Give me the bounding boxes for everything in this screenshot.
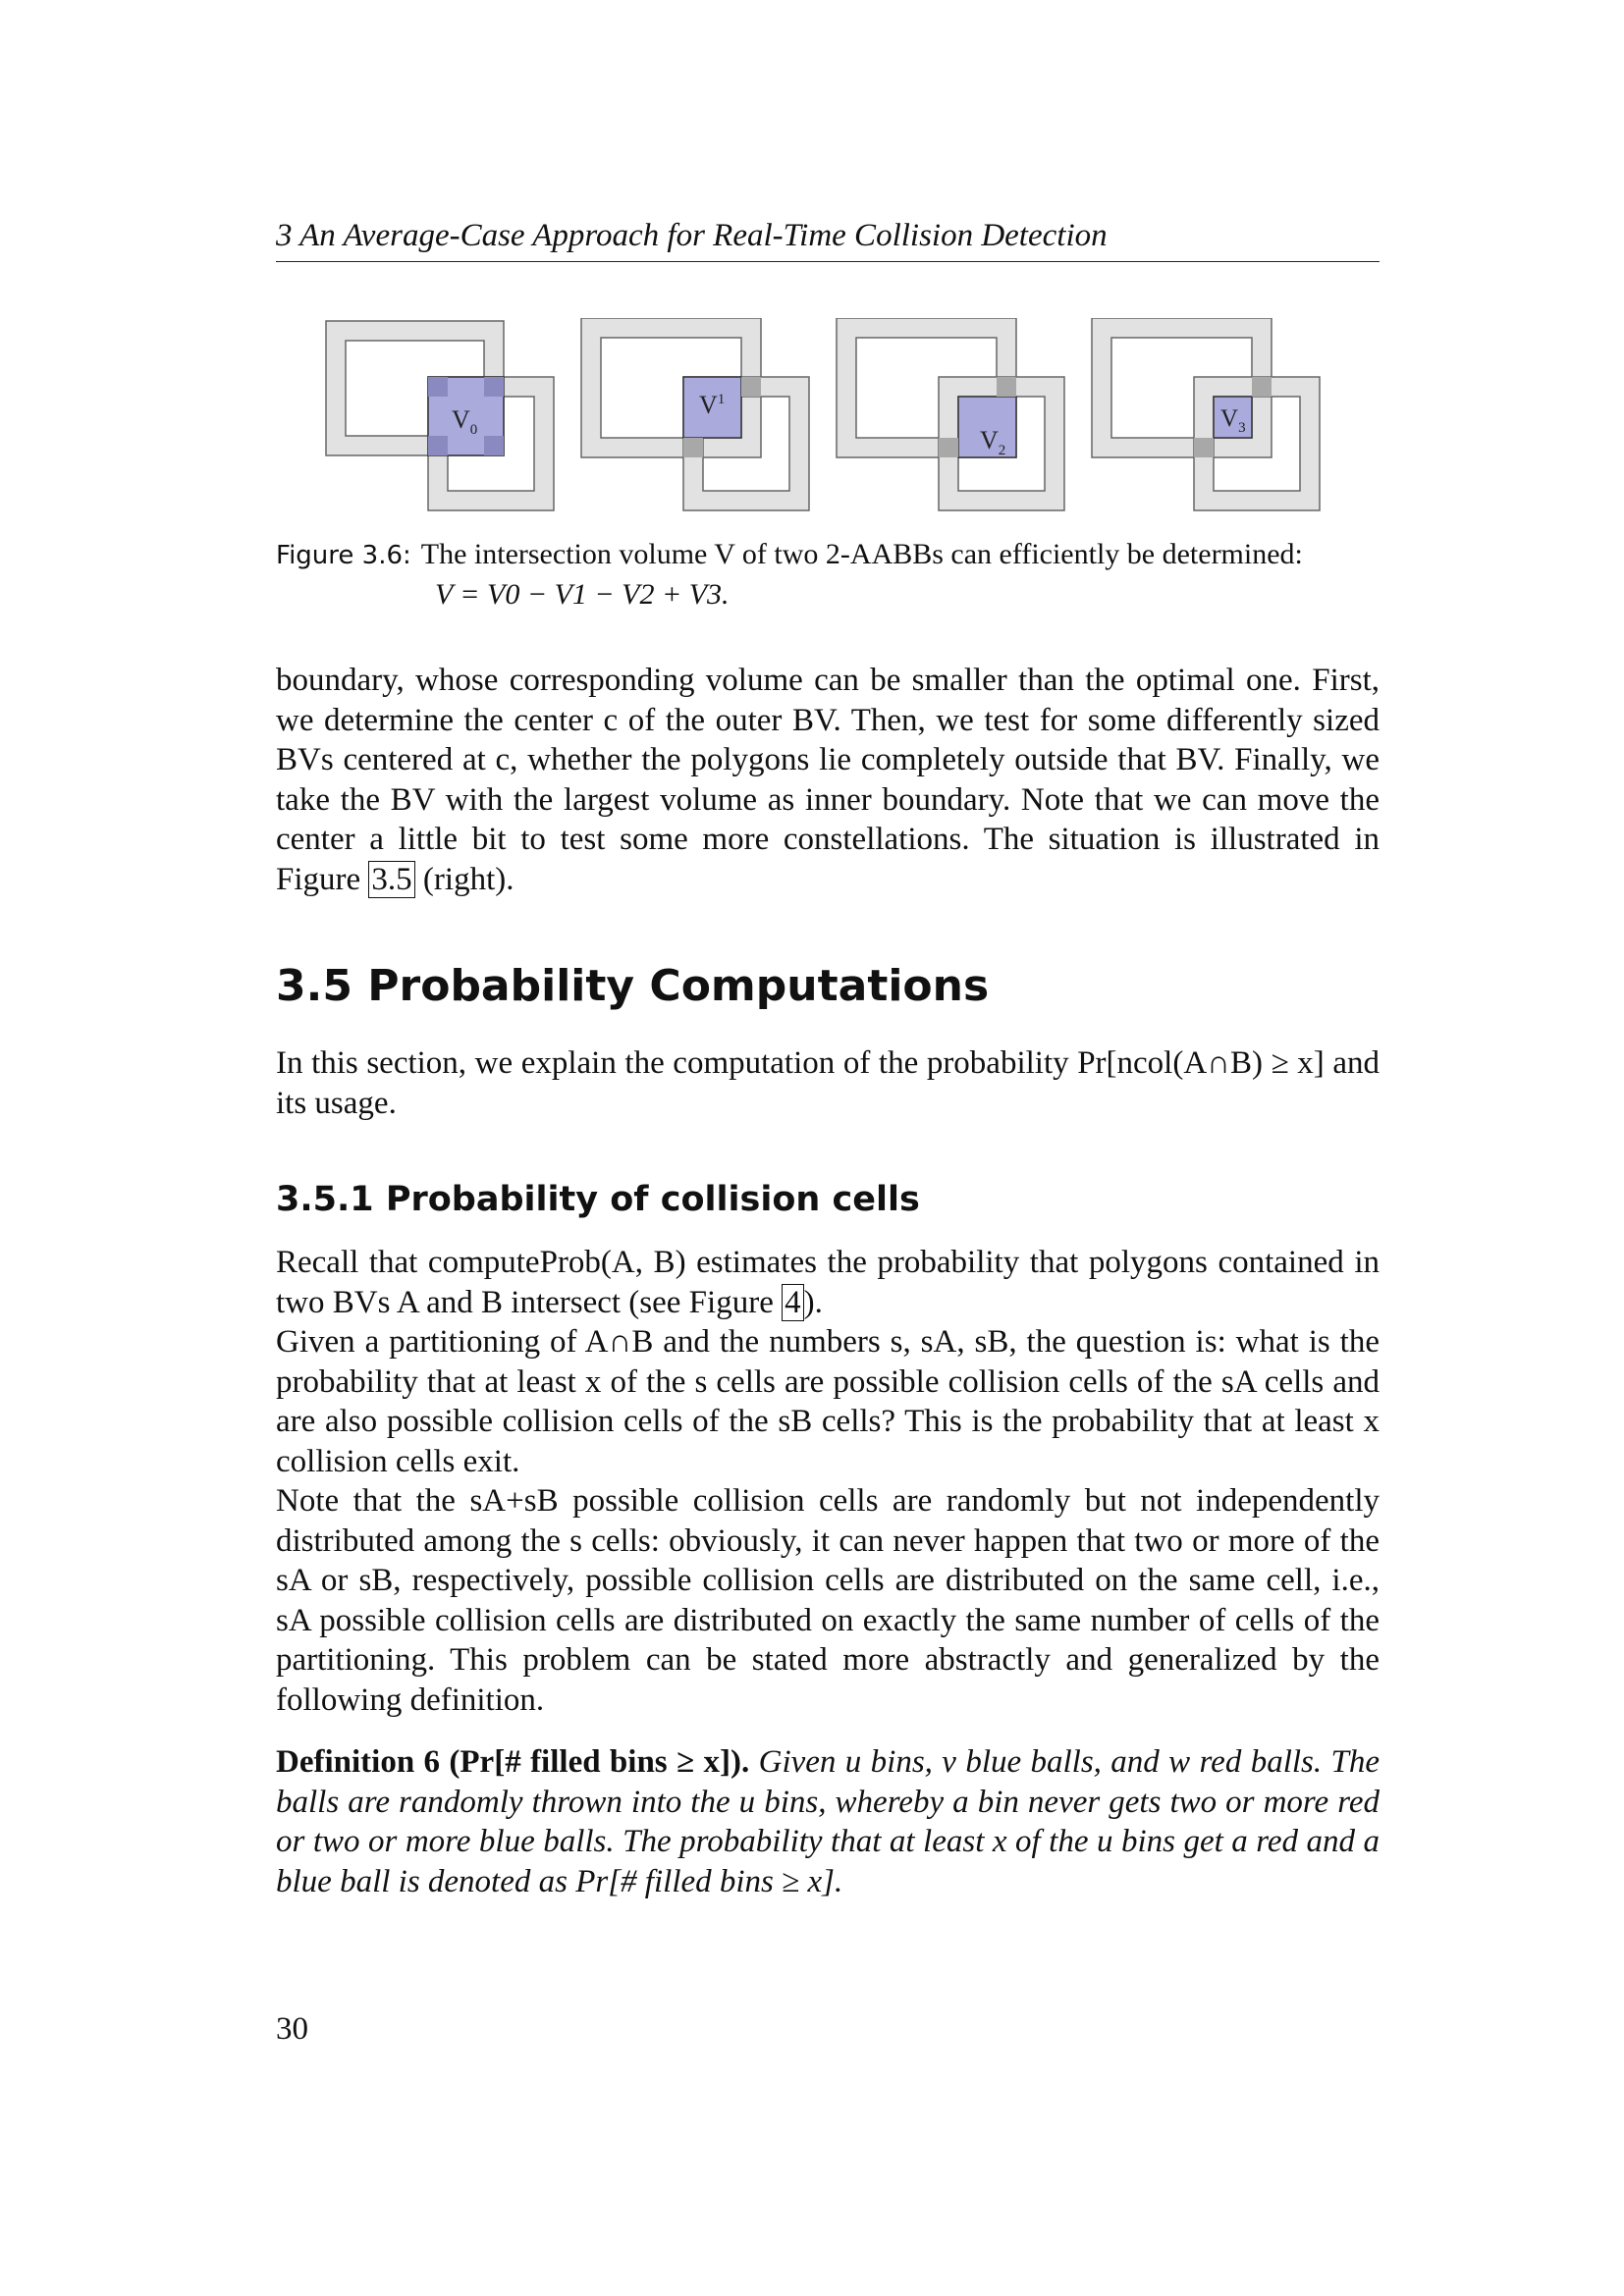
aabb-intersection-figure — [322, 318, 1324, 514]
figure-ref-4-link[interactable]: 4 — [782, 1284, 804, 1321]
panel-label-v2: $V_2$ — [980, 426, 1006, 458]
intro-text: boundary, whose corresponding volume can be smaller than the optimal one. First, we determine the center c of the outer BV. Then, we test for some differently sized BVs centered at c, whether the polygons lie completely outside that BV. Finally, we take the BV with the largest volume as inner boundary. Note that we can move the center a little bit to test some more constellations. The situation is illustrated in Figure — [276, 663, 1380, 897]
caption-line-1 — [276, 535, 1380, 575]
running-head: 3 An Average-Case Approach for Real-Time Collision Detection — [276, 214, 1380, 262]
panel-label-v0: $V_0$ — [452, 405, 478, 438]
page-number: 30 — [276, 2011, 308, 2047]
figure-panel-v2 — [837, 318, 1064, 510]
subsection-heading: 3.5.1 Probability of collision cells — [276, 1180, 920, 1219]
panel-label-v1: $V^1$ — [699, 391, 726, 419]
definition-6 — [276, 1742, 1380, 1901]
figure-panel-v1 — [581, 318, 809, 510]
figure-caption — [276, 535, 1380, 614]
figure-panel-v0 — [326, 321, 554, 510]
definition-body: Given u bins, v blue balls, and w red balls. The balls are randomly thrown into the u bins, whereby a bin never gets two or more red or two or more blue balls. The probability that at least x of the u bins get a red and a blue ball is denoted as Pr[# filled bins ≥ x]. — [276, 1744, 1380, 1899]
figure-ref-3-5-link[interactable]: 3.5 — [368, 861, 414, 898]
definition-head: Definition 6 (Pr[# filled bins ≥ x]). — [276, 1744, 750, 1780]
section-heading: 3.5 Probability Computations — [276, 961, 990, 1011]
p1-text: Recall that computeProb(A, B) estimates the probability that polygons contained in two BVs A and B intersect (see Figure — [276, 1245, 1380, 1320]
p1-tail: ). — [803, 1284, 823, 1320]
caption-label: Figure 3.6: — [276, 541, 411, 570]
figure-panel-v3 — [1092, 318, 1320, 510]
subsection-body — [276, 1243, 1380, 1720]
caption-text: The intersection volume V of two 2-AABBs can efficiently be determined: — [420, 538, 1303, 570]
subsection-paragraph-1 — [276, 1243, 1380, 1322]
caption-equation: V = V0 − V1 − V2 + V3. — [435, 578, 730, 611]
subsection-paragraph-2: Given a partitioning of A∩B and the numbers s, sA, sB, the question is: what is the probability that at least x of the s cells are possible collision cells of the sA cells and are also possible collision cells of the sB cells? This is the probability that at least x collision cells exit. — [276, 1324, 1380, 1479]
subsection-paragraph-3: Note that the sA+sB possible collision cells are randomly but not independently distributed among the s cells: obviously, it can never happen that two or more of the sA or sB, respectively, possible collision cells are distributed on the same cell, i.e., sA possible collision cells are distributed on exactly the same number of cells of the partitioning. This problem can be stated more abstractly and generalized by the following definition. — [276, 1483, 1380, 1718]
section-intro-text: In this section, we explain the computation of the probability Pr[ncol(A∩B) ≥ x] and its usage. — [276, 1045, 1380, 1121]
panel-label-v3: $V_3$ — [1220, 405, 1246, 436]
intro-paragraph — [276, 661, 1380, 899]
section-intro — [276, 1043, 1380, 1123]
intro-tail: (right). — [422, 861, 514, 897]
